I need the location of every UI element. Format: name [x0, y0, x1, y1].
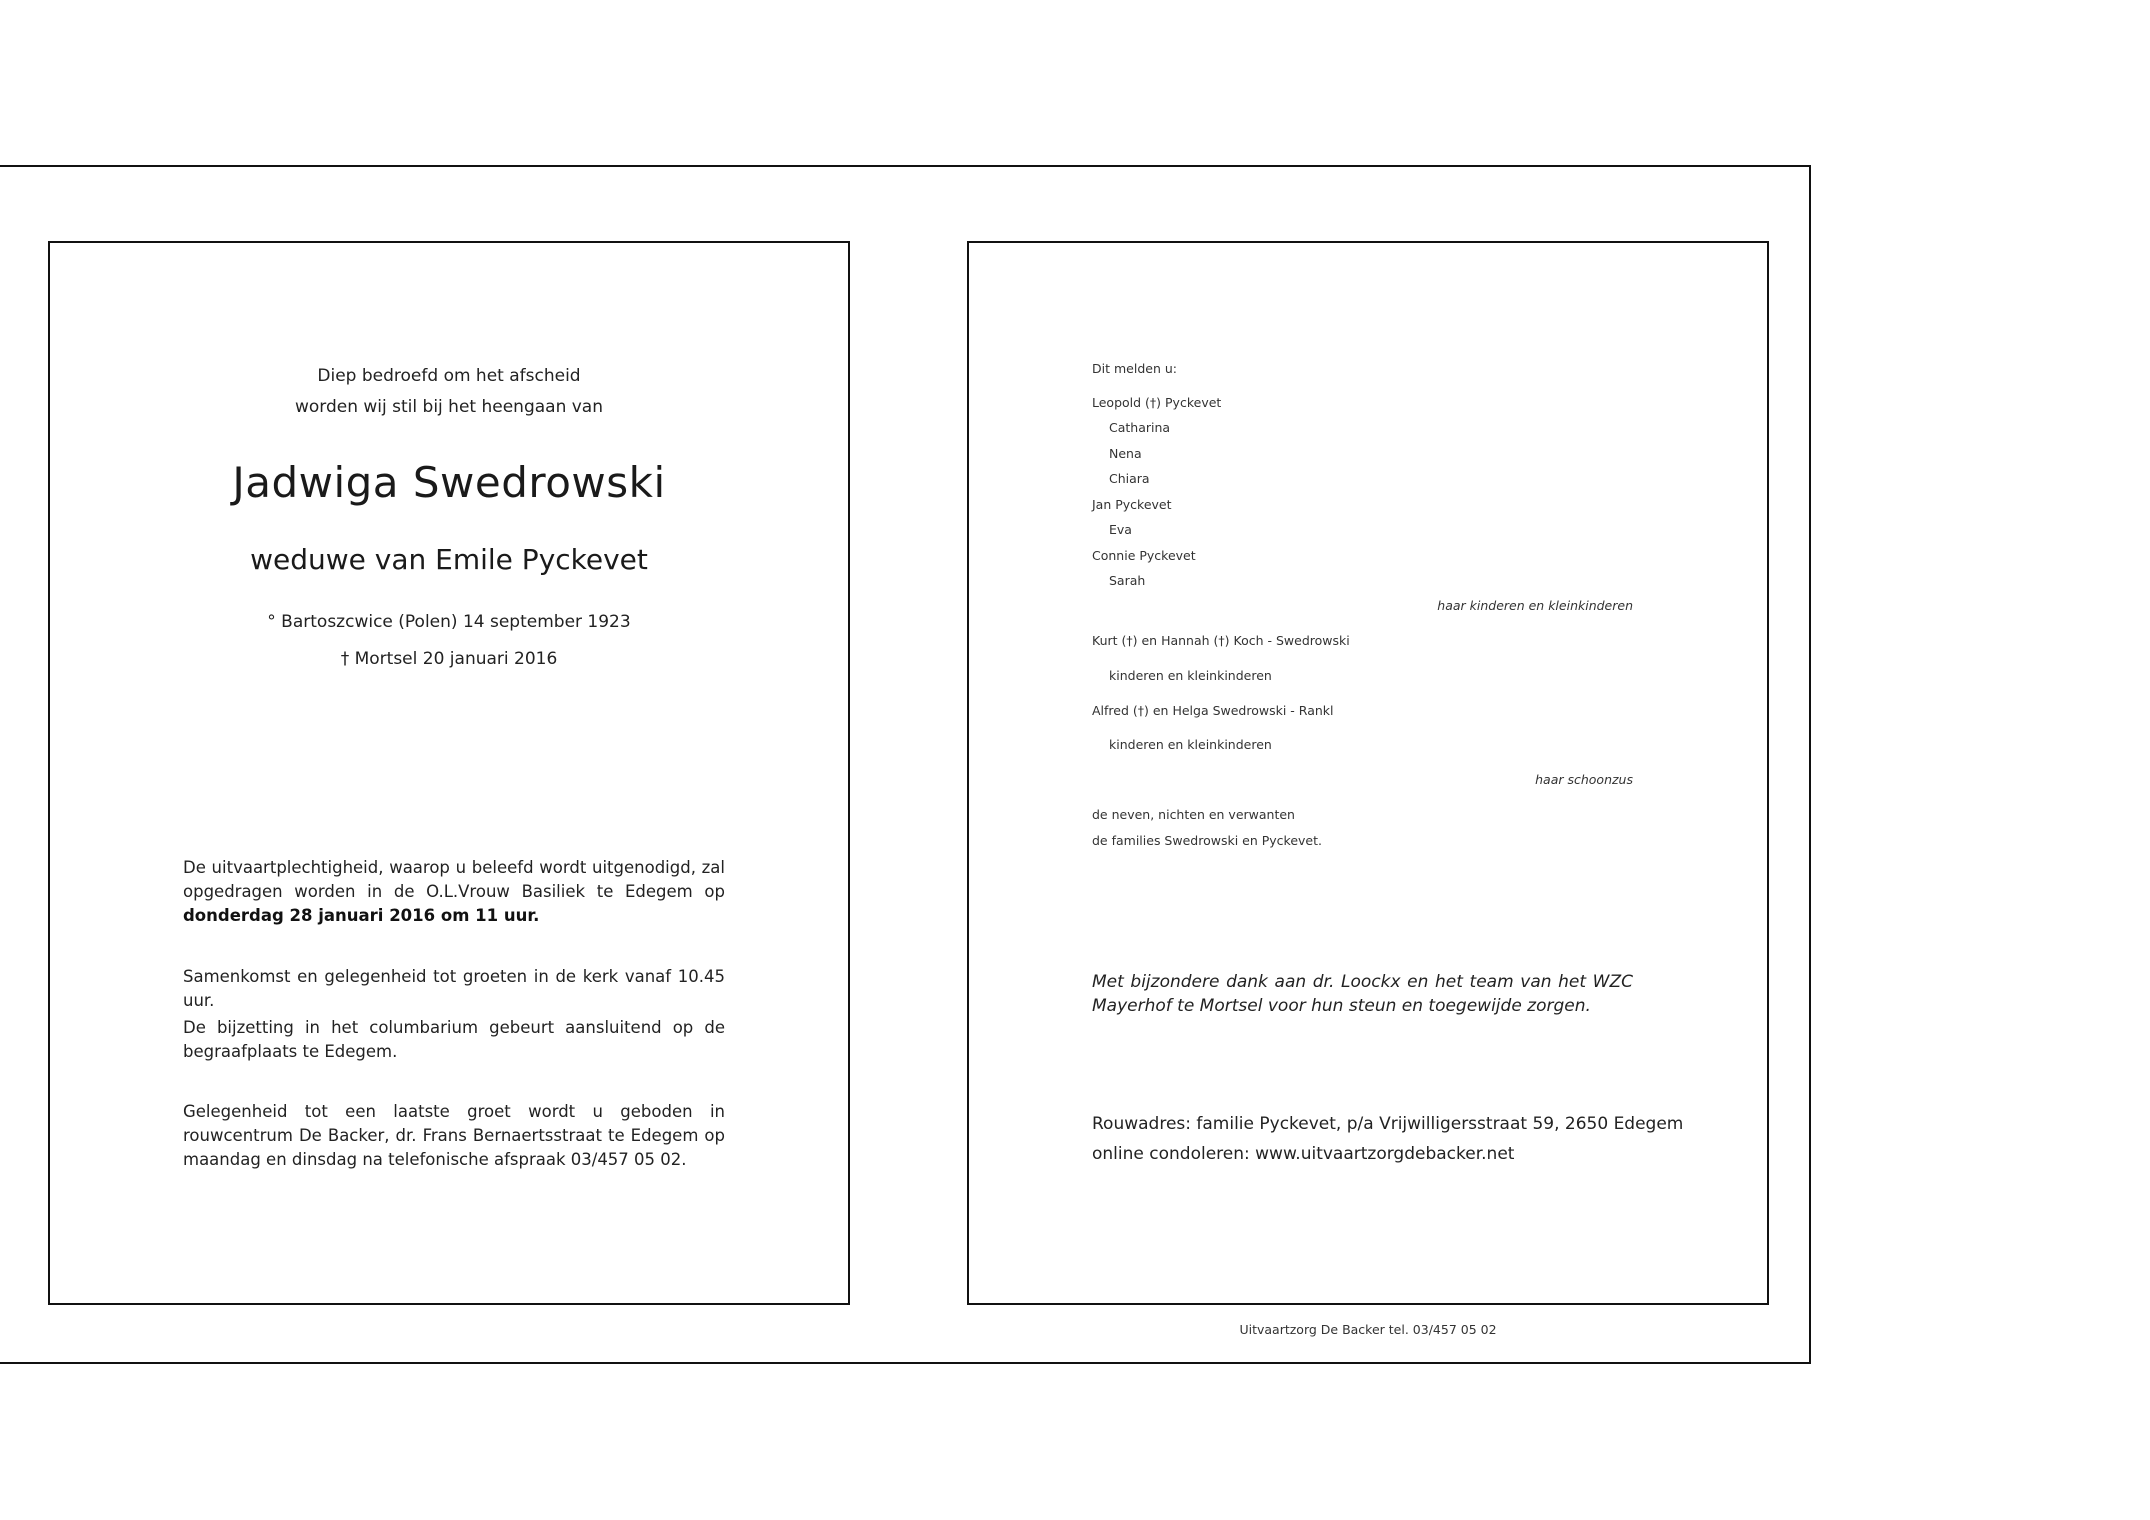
family-member: Nena — [1109, 446, 1142, 461]
family-member: Catharina — [1109, 420, 1171, 435]
inlaw-line-2: Alfred (†) en Helga Swedrowski - Rankl — [1092, 703, 1334, 718]
ceremony-date: donderdag 28 januari 2016 om 11 uur. — [183, 906, 540, 925]
family-member: Chiara — [1109, 471, 1150, 486]
left-card-panel — [48, 241, 850, 1305]
deceased-subtitle: weduwe van Emile Pyckevet — [250, 543, 648, 576]
funeral-home-footer: Uitvaartzorg De Backer tel. 03/457 05 02 — [1239, 1322, 1497, 1337]
ceremony-paragraph — [183, 856, 725, 928]
announce-line: Dit melden u: — [1092, 361, 1177, 376]
ceremony-text: De uitvaartplechtigheid, waarop u beleefd wordt uitgenodigd, zal opgedragen worden in de O.L.Vrouw Basiliek te Edegem op — [183, 858, 725, 901]
thanks-paragraph: Met bijzondere dank aan dr. Loockx en het team van het WZC Mayerhof te Mortsel voor hun steun en toegewijde zorgen. — [1092, 972, 1633, 1016]
birth-line: ° Bartoszcwice (Polen) 14 september 1923 — [267, 612, 631, 632]
deceased-name: Jadwiga Swedrowski — [232, 458, 666, 507]
death-line: † Mortsel 20 januari 2016 — [340, 649, 558, 669]
inlaw-line-1: Kurt (†) en Hannah (†) Koch - Swedrowski — [1092, 633, 1350, 648]
family-member: Connie Pyckevet — [1092, 548, 1196, 563]
relatives-line: de neven, nichten en verwanten — [1092, 807, 1295, 822]
family-member: Eva — [1109, 522, 1132, 537]
inlaw-children-1: kinderen en kleinkinderen — [1109, 668, 1272, 683]
viewing-paragraph: Gelegenheid tot een laatste groet wordt u geboden in rouwcentrum De Backer, dr. Frans Bernaertsstraat te Edegem op maandag en dinsdag na telefonische afspraak 03/457 05 02. — [183, 1102, 725, 1169]
intro-line-2: worden wij stil bij het heengaan van — [294, 397, 604, 417]
family-label: haar kinderen en kleinkinderen — [1437, 598, 1633, 613]
right-card-panel — [967, 241, 1769, 1305]
mourning-address: Rouwadres: familie Pyckevet, p/a Vrijwilligersstraat 59, 2650 Edegem — [1092, 1114, 1684, 1134]
family-member: Jan Pyckevet — [1092, 497, 1172, 512]
family-member: Sarah — [1109, 573, 1146, 588]
intro-line-1: Diep bedroefd om het afscheid — [317, 366, 581, 386]
inlaw-children-2: kinderen en kleinkinderen — [1109, 737, 1272, 752]
online-condolences: online condoleren: www.uitvaartzorgdebacker.net — [1092, 1144, 1515, 1164]
burial-paragraph: De bijzetting in het columbarium gebeurt aansluitend op de begraafplaats te Edegem. — [183, 1018, 725, 1061]
families-line: de families Swedrowski en Pyckevet. — [1092, 833, 1322, 848]
family-member: Leopold (†) Pyckevet — [1092, 395, 1222, 410]
inlaw-label: haar schoonzus — [1535, 772, 1633, 787]
gathering-paragraph: Samenkomst en gelegenheid tot groeten in de kerk vanaf 10.45 uur. — [183, 967, 725, 1010]
